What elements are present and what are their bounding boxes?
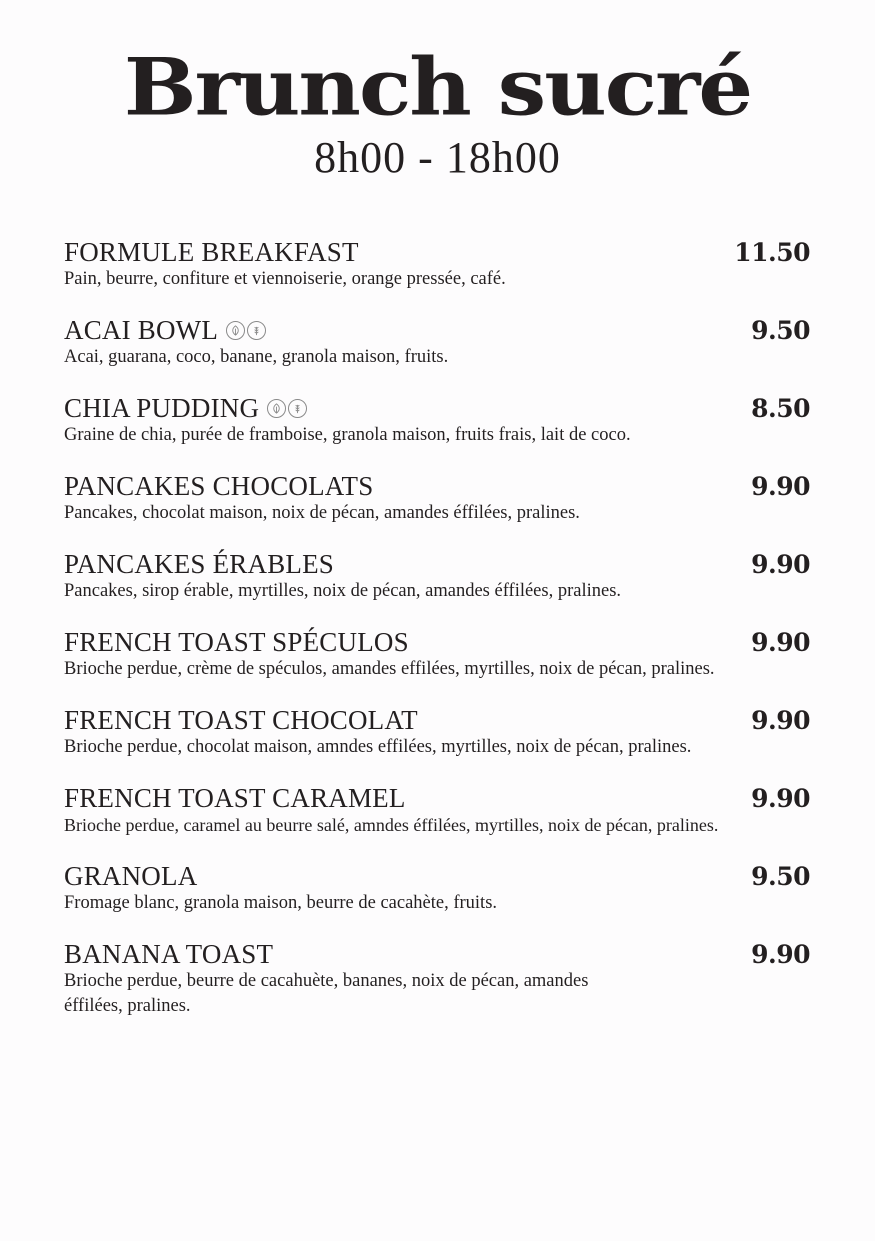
item-name: BANANA TOAST <box>64 939 274 969</box>
menu-item <box>64 470 834 526</box>
item-description: Brioche perdue, crème de spéculos, amandes effilées, myrtilles, noix de pécan, pralines. <box>64 659 715 679</box>
diet-badges <box>226 321 266 340</box>
menu-item <box>64 392 834 448</box>
item-price: 9.90 <box>751 550 810 579</box>
item-price: 9.90 <box>751 706 810 735</box>
vegan-leaf-icon <box>267 399 286 418</box>
menu-item <box>64 860 834 916</box>
item-price: 9.50 <box>751 316 810 345</box>
item-description: Brioche perdue, beurre de cacahuète, bananes, noix de pécan, amandes éffilées, pralines. <box>64 971 589 1016</box>
item-name: PANCAKES ÉRABLES <box>64 549 335 579</box>
item-price: 11.50 <box>734 238 810 267</box>
menu-item <box>64 236 834 292</box>
menu-item <box>64 314 834 370</box>
item-name: FRENCH TOAST SPÉCULOS <box>64 627 409 657</box>
item-price: 9.50 <box>751 862 810 891</box>
diet-badges <box>267 399 307 418</box>
item-description: Pancakes, sirop érable, myrtilles, noix de pécan, amandes éffilées, pralines. <box>64 581 622 601</box>
menu-item <box>64 548 834 604</box>
item-description: Graine de chia, purée de framboise, granola maison, fruits frais, lait de coco. <box>64 425 631 445</box>
menu-item <box>64 626 834 682</box>
menu-header <box>0 40 875 182</box>
item-description: Acai, guarana, coco, banane, granola maison, fruits. <box>64 347 449 367</box>
item-price: 9.90 <box>751 784 810 813</box>
item-description: Pain, beurre, confiture et viennoiserie, orange pressée, café. <box>64 269 506 289</box>
item-price: 9.90 <box>751 940 810 969</box>
item-description: Brioche perdue, chocolat maison, amndes effilées, myrtilles, noix de pécan, pralines. <box>64 737 692 757</box>
opening-hours: 8h00 - 18h00 <box>314 133 561 182</box>
gluten-free-wheat-icon <box>288 399 307 418</box>
item-name-wrapper <box>64 392 307 424</box>
item-name: PANCAKES CHOCOLATS <box>64 471 374 501</box>
item-name: FORMULE BREAKFAST <box>64 237 359 267</box>
item-description: Brioche perdue, caramel au beurre salé, amndes éffilées, myrtilles, noix de pécan, pralines. <box>64 815 719 835</box>
item-description: Fromage blanc, granola maison, beurre de cacahète, fruits. <box>64 893 498 913</box>
menu-title: Brunch sucré <box>123 41 752 134</box>
item-name: GRANOLA <box>64 861 198 891</box>
item-price: 9.90 <box>751 628 810 657</box>
item-description: Pancakes, chocolat maison, noix de pécan, amandes éffilées, pralines. <box>64 503 580 523</box>
item-name: ACAI BOWL <box>64 315 219 345</box>
menu-item <box>64 704 834 760</box>
item-name: FRENCH TOAST CHOCOLAT <box>64 705 418 735</box>
menu-list <box>64 236 834 1041</box>
item-price: 8.50 <box>751 394 810 423</box>
menu-item <box>64 938 834 1019</box>
gluten-free-wheat-icon <box>247 321 266 340</box>
item-price: 9.90 <box>751 472 810 501</box>
vegan-leaf-icon <box>226 321 245 340</box>
item-name-wrapper <box>64 314 266 346</box>
item-name: CHIA PUDDING <box>64 393 260 423</box>
item-name: FRENCH TOAST CARAMEL <box>64 783 406 813</box>
menu-item <box>64 782 834 838</box>
